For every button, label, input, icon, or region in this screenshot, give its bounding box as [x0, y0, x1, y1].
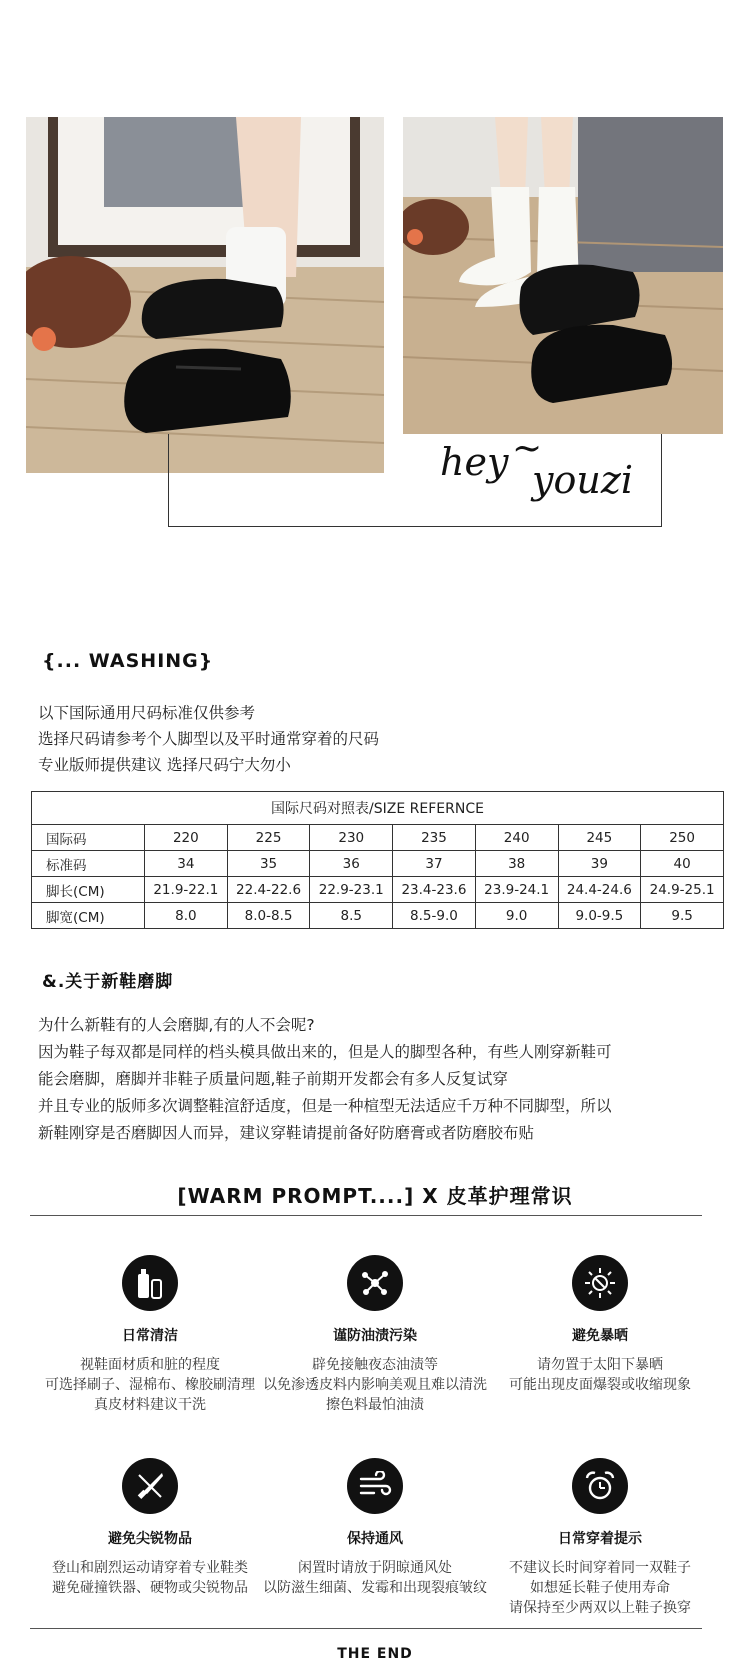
divider	[30, 1215, 702, 1216]
care-item-ventilation	[245, 1458, 505, 1598]
table-cell: 8.5-9.0	[393, 903, 476, 929]
row-label: 脚长(CM)	[32, 877, 145, 903]
table-cell: 9.0-9.5	[558, 903, 641, 929]
handwriting-youzi: youzi	[532, 458, 633, 502]
table-cell: 23.9-24.1	[475, 877, 558, 903]
cleaning-bottle-icon	[122, 1255, 178, 1311]
washing-line: 选择尺码请参考个人脚型以及平时通常穿着的尺码	[38, 730, 380, 748]
product-photo-left	[26, 117, 384, 473]
care-line: 可能出现皮面爆裂或收缩现象	[509, 1377, 691, 1393]
care-item-wearing	[470, 1458, 730, 1618]
knife-icon	[122, 1458, 178, 1514]
row-label: 国际码	[32, 825, 145, 851]
table-cell: 250	[641, 825, 724, 851]
care-line: 不建议长时间穿着同一双鞋子	[509, 1560, 691, 1576]
row-label: 标准码	[32, 851, 145, 877]
table-cell: 240	[475, 825, 558, 851]
handwriting-hey: hey	[440, 440, 509, 484]
care-desc	[470, 1558, 730, 1618]
care-title: 谨防油渍污染	[333, 1328, 417, 1344]
care-line: 闲置时请放于阴晾通风处	[298, 1560, 452, 1576]
new-shoes-line: 因为鞋子每双都是同样的档头模具做出来的，但是人的脚型各种，有些人刚穿新鞋可	[38, 1043, 612, 1061]
care-desc	[470, 1355, 730, 1395]
table-cell: 22.4-22.6	[227, 877, 310, 903]
care-desc	[245, 1355, 505, 1415]
care-desc	[245, 1558, 505, 1598]
care-item-oil	[245, 1255, 505, 1415]
the-end-label: THE END	[337, 1646, 413, 1662]
care-line: 可选择刷子、湿棉布、橡胶刷清理	[45, 1377, 255, 1393]
table-cell: 225	[227, 825, 310, 851]
row-label: 脚宽(CM)	[32, 903, 145, 929]
new-shoes-line: 并且专业的版师多次调整鞋渲舒适度，但是一种楦型无法适应千万种不同脚型，所以	[38, 1097, 612, 1115]
divider	[30, 1628, 702, 1629]
sun-icon	[572, 1255, 628, 1311]
new-shoes-title: &.关于新鞋磨脚	[42, 972, 174, 992]
care-line: 避免碰撞铁器、硬物或尖锐物品	[52, 1580, 248, 1596]
care-line: 如想延长鞋子使用寿命	[530, 1580, 670, 1596]
care-line: 真皮材料建议干洗	[94, 1397, 206, 1413]
care-title: 避免暴晒	[572, 1328, 628, 1344]
care-line: 辟免接触夜态油渍等	[312, 1357, 438, 1373]
new-shoes-line: 能会磨脚，磨脚并非鞋子质量问题,鞋子前期开发都会有多人反复试穿	[38, 1070, 508, 1088]
table-cell: 39	[558, 851, 641, 877]
table-cell: 24.4-24.6	[558, 877, 641, 903]
washing-line: 专业版师提供建议 选择尺码宁大勿小	[38, 756, 291, 774]
new-shoes-line: 新鞋刚穿是否磨脚因人而异，建议穿鞋请提前备好防磨膏或者防磨胶布贴	[38, 1124, 535, 1142]
table-row	[32, 825, 724, 851]
care-title: 日常穿着提示	[558, 1531, 642, 1547]
alarm-clock-icon	[572, 1458, 628, 1514]
table-cell: 9.0	[475, 903, 558, 929]
care-line: 擦色料最怕油渍	[326, 1397, 424, 1413]
table-cell: 40	[641, 851, 724, 877]
table-cell: 235	[393, 825, 476, 851]
table-cell: 230	[310, 825, 393, 851]
table-cell: 8.5	[310, 903, 393, 929]
size-table	[31, 791, 724, 929]
table-row	[32, 903, 724, 929]
product-photo-right	[403, 117, 723, 434]
care-line: 请勿置于太阳下暴晒	[537, 1357, 663, 1373]
care-title: 日常清洁	[122, 1328, 178, 1344]
care-title: 保持通风	[347, 1531, 403, 1547]
size-table-title: 国际尺码对照表/SIZE REFERNCE	[32, 792, 724, 825]
table-cell: 34	[145, 851, 228, 877]
care-item-sun	[470, 1255, 730, 1395]
table-cell: 220	[145, 825, 228, 851]
care-line: 以防滋生细菌、发霉和出现裂痕皱纹	[263, 1580, 487, 1596]
washing-title: {... WASHING}	[42, 650, 214, 672]
new-shoes-line: 为什么新鞋有的人会磨脚,有的人不会呢?	[38, 1016, 315, 1034]
care-item-sharp	[20, 1458, 280, 1598]
care-item-cleaning	[20, 1255, 280, 1415]
care-desc	[20, 1558, 280, 1598]
table-cell: 9.5	[641, 903, 724, 929]
care-line: 请保持至少两双以上鞋子换穿	[509, 1600, 691, 1616]
care-line: 视鞋面材质和脏的程度	[80, 1357, 220, 1373]
washing-text	[38, 700, 379, 778]
table-row	[32, 851, 724, 877]
table-cell: 8.0	[145, 903, 228, 929]
care-title: 避免尖锐物品	[108, 1531, 192, 1547]
table-cell: 245	[558, 825, 641, 851]
new-shoes-text	[38, 1012, 612, 1147]
washing-line: 以下国际通用尺码标准仅供参考	[38, 704, 256, 722]
table-cell: 38	[475, 851, 558, 877]
care-line: 登山和剧烈运动请穿着专业鞋类	[52, 1560, 248, 1576]
table-cell: 23.4-23.6	[393, 877, 476, 903]
wind-icon	[347, 1458, 403, 1514]
care-line: 以免渗透皮料内影响美观且难以清洗	[263, 1377, 487, 1393]
table-cell: 21.9-22.1	[145, 877, 228, 903]
table-cell: 8.0-8.5	[227, 903, 310, 929]
stain-splash-icon	[347, 1255, 403, 1311]
table-row	[32, 877, 724, 903]
care-desc	[20, 1355, 280, 1415]
table-cell: 24.9-25.1	[641, 877, 724, 903]
table-cell: 35	[227, 851, 310, 877]
table-cell: 37	[393, 851, 476, 877]
table-cell: 22.9-23.1	[310, 877, 393, 903]
handwriting-tilde: ~	[512, 428, 543, 469]
warm-prompt-title: [WARM PROMPT....] X 皮革护理常识	[177, 1184, 573, 1208]
table-cell: 36	[310, 851, 393, 877]
